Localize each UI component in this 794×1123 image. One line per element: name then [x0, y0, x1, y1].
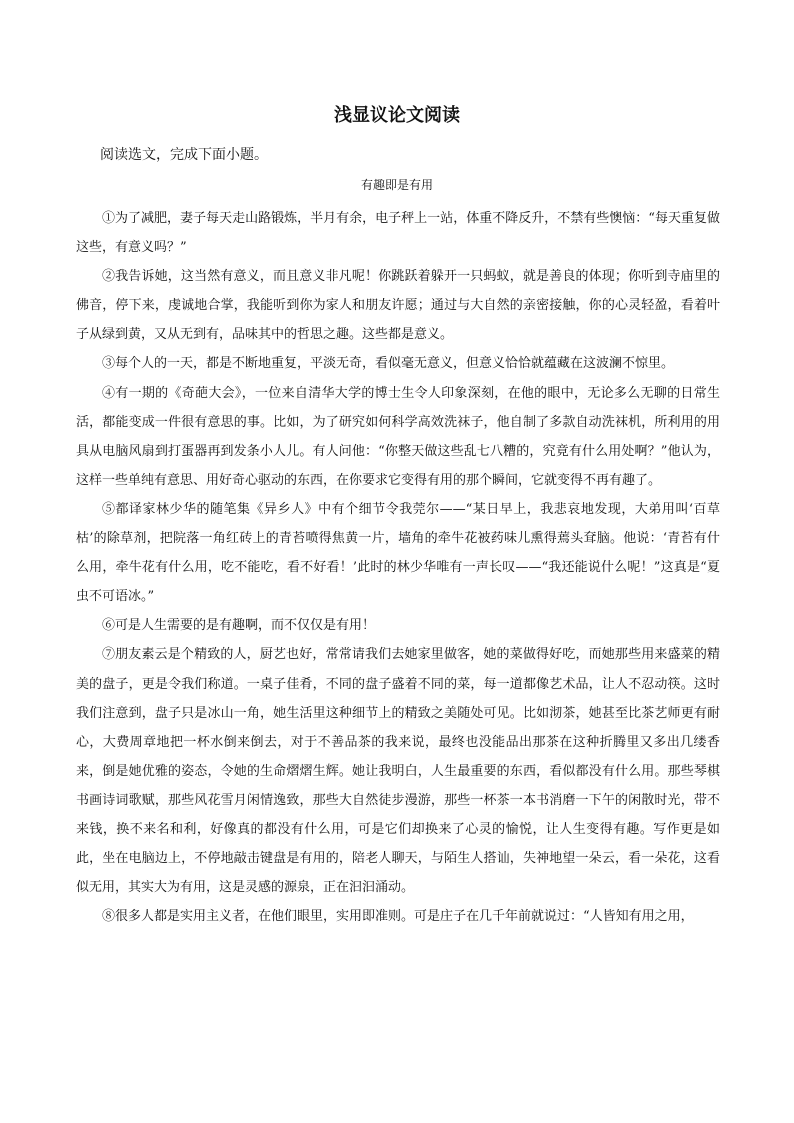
article-paragraph-7: ⑦朋友素云是个精致的人，厨艺也好，常常请我们去她家里做客，她的菜做得好吃，而她那些用来盛菜的精美的盘子，更是令我们称道。一桌子佳肴，不同的盘子盛着不同的菜，每一道都像艺术品，让人不忍动筷。这时我们注意到，盘子只是冰山一角，她生活里这种细节上的精致之美随处可见。比如沏茶，她甚至比茶艺师更有耐心，大费周章地把一杯水倒来倒去，对于不善品茶的我来说，最终也没能品出那茶在这种折腾里又多出几缕香来，倒是她优雅的姿态，令她的生命熠熠生辉。她让我明白，人生最重要的东西，看似都没有什么用。那些琴棋书画诗词歌赋，那些风花雪月闲情逸致，那些大自然徒步漫游，那些一杯茶一本书消磨一下午的闲散时光，带不来钱，换不来名和利，好像真的都没有什么用，可是它们却换来了心灵的愉悦，让人生变得有趣。写作更是如此，坐在电脑边上，不停地敲击键盘是有用的，陪老人聊天，与陌生人搭讪，失神地望一朵云，看一朵花，这看似无用，其实大为有用，这是灵感的源泉，正在汩汩涌动。	[76, 647, 720, 896]
article-paragraph-1: ①为了减肥，妻子每天走山路锻炼，半月有余，电子秤上一站，体重不降反升，不禁有些懊恼：“每天重复做这些，有意义吗？”	[76, 211, 720, 256]
article-paragraph-6: ⑥可是人生需要的是有趣啊，而不仅仅是有用！	[102, 618, 376, 634]
article-paragraph-5: ⑤都译家林少华的随笔集《异乡人》中有个细节令我莞尔——“某日早上，我悲哀地发现，大弟用叫‘百草枯’的除草剂，把院落一角红砖上的青苔喷得焦黄一片，墙角的牵牛花被药味儿熏得蔫头耷脑。他说：‘青苔有什么用，牵牛花有什么用，吃不能吃，看不好看！’此时的林少华唯有一声长叹——“我还能说什么呢！”这真是“夏虫不可语冰。”	[76, 501, 720, 605]
article-title: 有趣即是有用	[360, 178, 433, 192]
article-body	[76, 204, 720, 931]
article-paragraph-4: ④有一期的《奇葩大会》，一位来自清华大学的博士生令人印象深刻，在他的眼中，无论多么无聊的日常生活，都能变成一件很有意思的事。比如，为了研究如何科学高效洗袜子，他自制了多款自动洗袜机，所利用的用具从电脑风扇到打蛋器再到发条小人儿。有人问他：“你整天做这些乱七八糟的，究竟有什么用处啊？”他认为，这样一些单纯有意思、用好奇心驱动的东西，在你要求它变得有用的那个瞬间，它就变得不再有趣了。	[76, 385, 720, 488]
article-paragraph-2: ②我告诉她，这当然有意义，而且意义非凡呢！你跳跃着躲开一只蚂蚁，就是善良的体现；你听到寺庙里的佛音，停下来，虔诚地合掌，我能听到你为家人和朋友许愿；通过与大自然的亲密接触，你的心灵轻盈，看着叶子从绿到黄，又从无到有，品味其中的哲思之趣。这些都是意义。	[76, 269, 720, 343]
document-title: 浅显议论文阅读	[334, 105, 460, 126]
article-paragraph-8: ⑧很多人都是实用主义者，在他们眼里，实用即准则。可是庄子在几千年前就说过：“人皆知有用之用，	[102, 909, 694, 925]
article-paragraph-3: ③每个人的一天，都是不断地重复，平淡无奇，看似毫无意义，但意义恰恰就蕴藏在这波澜不惊里。	[102, 356, 675, 372]
reading-instruction: 阅读选文，完成下面小题。	[100, 147, 268, 163]
